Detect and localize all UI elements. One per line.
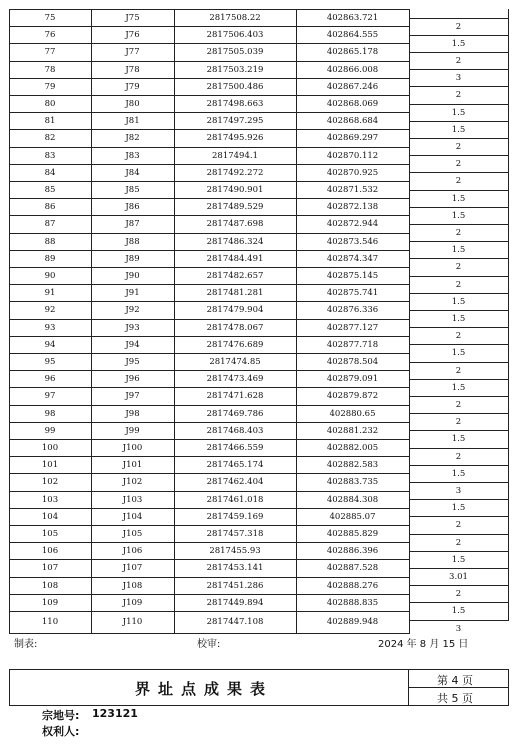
seq-cell: 103 xyxy=(41,494,59,505)
coord-x-cell: 2817495.926 xyxy=(206,133,264,144)
seq-cell: 97 xyxy=(44,391,56,402)
distance-cell: 3.01 xyxy=(449,572,468,582)
coord-y-cell: 402864.555 xyxy=(326,30,379,41)
coord-x-cell: 2817505.039 xyxy=(206,47,264,58)
distance-cell: 2 xyxy=(455,331,462,342)
seq-cell: 94 xyxy=(44,339,56,350)
page-number: 第 4 页 xyxy=(437,674,473,687)
coord-y-cell: 402872.138 xyxy=(326,202,379,213)
coord-y-cell: 402875.145 xyxy=(326,271,379,281)
coord-y-cell: 402868.069 xyxy=(326,99,379,109)
distance-cell: 3 xyxy=(455,623,462,634)
coord-x-cell: 2817486.324 xyxy=(206,236,264,247)
distance-cell: 2 xyxy=(455,56,462,66)
coord-x-cell: 2817457.318 xyxy=(206,529,264,539)
point-id-cell: J106 xyxy=(122,546,143,557)
coord-x-cell: 2817508.22 xyxy=(209,13,261,23)
seq-cell: 88 xyxy=(44,236,56,247)
parcel-label: 宗地号: xyxy=(42,709,80,722)
coord-x-cell: 2817469.786 xyxy=(206,408,264,419)
coord-y-cell: 402883.735 xyxy=(326,477,379,488)
seq-cell: 108 xyxy=(41,580,59,591)
coord-x-cell: 2817492.272 xyxy=(206,167,264,178)
distance-cell: 1.5 xyxy=(451,245,466,256)
distance-cell: 2 xyxy=(455,537,462,548)
coord-y-cell: 402870.925 xyxy=(326,167,379,178)
seq-cell: 105 xyxy=(41,529,59,539)
coord-y-cell: 402885.07 xyxy=(329,511,376,522)
point-id-cell: J94 xyxy=(125,339,140,350)
seq-cell: 79 xyxy=(44,81,56,92)
seq-cell: 85 xyxy=(44,185,56,195)
point-id-cell: J109 xyxy=(122,597,143,608)
seq-cell: 78 xyxy=(44,64,56,75)
coord-y-cell: 402871.532 xyxy=(326,185,379,195)
checked-by-label: 校审: xyxy=(197,639,221,650)
coord-x-cell: 2817487.698 xyxy=(206,219,264,230)
coord-x-cell: 2817478.067 xyxy=(206,322,264,333)
point-id-cell: J91 xyxy=(125,288,140,299)
point-id-cell: J101 xyxy=(122,460,143,471)
coord-x-cell: 2817476.689 xyxy=(206,339,264,350)
distance-cell: 1.5 xyxy=(451,382,466,393)
seq-cell: 77 xyxy=(44,47,56,58)
distance-cell: 1.5 xyxy=(451,38,466,49)
coord-y-cell: 402889.948 xyxy=(326,617,379,627)
coord-y-cell: 402879.872 xyxy=(326,391,379,402)
point-id-cell: J86 xyxy=(125,202,140,213)
point-id-cell: J104 xyxy=(122,511,143,522)
seq-cell: 100 xyxy=(41,443,59,453)
point-id-cell: J97 xyxy=(125,391,140,402)
distance-cell: 1.5 xyxy=(451,314,466,324)
coord-y-cell: 402874.347 xyxy=(326,253,379,264)
coord-x-cell: 2817490.901 xyxy=(206,185,264,195)
distance-cell: 1.5 xyxy=(451,193,466,204)
distance-cell: 2 xyxy=(455,365,462,376)
coord-y-cell: 402879.091 xyxy=(326,374,379,385)
point-id-cell: J87 xyxy=(125,219,140,230)
point-id-cell: J76 xyxy=(125,30,140,41)
coord-x-cell: 2817466.559 xyxy=(206,443,264,453)
point-id-cell: J89 xyxy=(125,253,140,264)
coord-x-cell: 2817459.169 xyxy=(206,511,264,522)
distance-cell: 1.5 xyxy=(451,434,466,445)
distance-cell: 1.5 xyxy=(451,210,466,221)
coord-y-cell: 402870.112 xyxy=(326,150,379,161)
point-id-cell: J75 xyxy=(125,13,140,23)
distance-cell: 2 xyxy=(455,90,462,101)
seq-cell: 87 xyxy=(44,219,56,230)
seq-cell: 109 xyxy=(41,597,59,608)
coord-x-cell: 2817468.403 xyxy=(206,425,264,436)
coord-x-cell: 2817506.403 xyxy=(206,30,264,41)
coord-y-cell: 402880.65 xyxy=(329,408,376,419)
coord-y-cell: 402882.005 xyxy=(326,443,379,453)
point-id-cell: J105 xyxy=(122,529,143,539)
seq-cell: 101 xyxy=(41,460,59,471)
coord-y-cell: 402873.546 xyxy=(326,236,379,247)
distance-cell: 2 xyxy=(455,142,462,152)
distance-cell: 2 xyxy=(455,21,462,32)
distance-cell: 3 xyxy=(455,486,462,496)
coord-y-cell: 402869.297 xyxy=(326,133,379,144)
coord-y-cell: 402867.246 xyxy=(326,81,379,92)
coord-y-cell: 402863.721 xyxy=(326,13,379,23)
seq-cell: 86 xyxy=(44,202,56,213)
seq-cell: 104 xyxy=(41,511,59,522)
point-id-cell: J83 xyxy=(125,150,140,161)
point-id-cell: J90 xyxy=(125,271,140,281)
coord-y-cell: 402884.308 xyxy=(326,494,379,505)
point-id-cell: J99 xyxy=(125,425,140,436)
table-title: 界址点成果表 xyxy=(135,680,274,698)
coord-y-cell: 402885.829 xyxy=(326,529,379,539)
seq-cell: 89 xyxy=(44,253,56,264)
seq-cell: 106 xyxy=(41,546,59,557)
made-by-label: 制表: xyxy=(14,639,38,650)
coord-y-cell: 402877.718 xyxy=(326,339,379,350)
point-id-cell: J102 xyxy=(122,477,143,488)
seq-cell: 102 xyxy=(41,477,59,488)
seq-cell: 90 xyxy=(44,271,56,281)
coord-x-cell: 2817482.657 xyxy=(206,271,264,281)
distance-cell: 2 xyxy=(455,176,462,187)
distance-cell: 1.5 xyxy=(451,107,466,118)
point-id-cell: J110 xyxy=(122,617,143,627)
coord-y-cell: 402872.944 xyxy=(326,219,379,230)
owner-label: 权利人: xyxy=(42,725,80,738)
coord-x-cell: 2817473.469 xyxy=(206,374,264,385)
seq-cell: 98 xyxy=(44,408,56,419)
seq-cell: 81 xyxy=(44,116,56,127)
seq-cell: 91 xyxy=(44,288,56,299)
point-id-cell: J79 xyxy=(125,81,140,92)
coord-y-cell: 402888.835 xyxy=(326,597,379,608)
coord-y-cell: 402876.336 xyxy=(326,305,379,316)
seq-cell: 99 xyxy=(44,425,56,436)
distance-cell: 2 xyxy=(455,589,462,600)
seq-cell: 93 xyxy=(44,322,56,333)
parcel-number: 123121 xyxy=(92,707,138,720)
seq-cell: 83 xyxy=(44,150,56,161)
coord-x-cell: 2817471.628 xyxy=(206,391,264,402)
coord-y-cell: 402886.396 xyxy=(326,546,379,557)
point-id-cell: J80 xyxy=(125,99,140,109)
coord-x-cell: 2817489.529 xyxy=(206,202,264,213)
coord-x-cell: 2817461.018 xyxy=(206,494,264,505)
distance-cell: 1.5 xyxy=(451,606,466,617)
seq-cell: 82 xyxy=(44,133,56,144)
point-id-cell: J92 xyxy=(125,305,140,316)
distance-cell: 2 xyxy=(455,279,462,290)
coord-y-cell: 402877.127 xyxy=(326,322,379,333)
coord-x-cell: 2817462.404 xyxy=(206,477,264,488)
point-id-cell: J82 xyxy=(125,133,140,144)
point-id-cell: J107 xyxy=(122,563,143,574)
distance-cell: 3 xyxy=(455,73,462,84)
coord-y-cell: 402878.504 xyxy=(326,357,379,367)
coord-y-cell: 402882.583 xyxy=(326,460,379,471)
coord-x-cell: 2817453.141 xyxy=(206,563,264,574)
coord-x-cell: 2817503.219 xyxy=(206,64,264,75)
point-id-cell: J95 xyxy=(125,357,140,367)
coord-x-cell: 2817474.85 xyxy=(209,357,261,367)
seq-cell: 96 xyxy=(44,374,56,385)
point-id-cell: J108 xyxy=(122,580,143,591)
coord-y-cell: 402865.178 xyxy=(326,47,379,58)
coord-x-cell: 2817451.286 xyxy=(206,580,264,591)
distance-cell: 2 xyxy=(455,417,462,428)
page-total: 共 5 页 xyxy=(437,692,473,705)
point-id-cell: J84 xyxy=(125,167,140,178)
distance-cell: 1.5 xyxy=(451,503,466,514)
point-id-cell: J78 xyxy=(125,64,140,75)
distance-cell: 1.5 xyxy=(451,124,466,135)
distance-cell: 1.5 xyxy=(451,296,466,307)
coord-x-cell: 2817494.1 xyxy=(212,150,258,161)
distance-cell: 1.5 xyxy=(451,348,466,359)
point-id-cell: J77 xyxy=(125,47,140,58)
coord-x-cell: 2817465.174 xyxy=(206,460,264,471)
distance-cell: 2 xyxy=(455,451,462,462)
coord-x-cell: 2817449.894 xyxy=(206,597,264,608)
coord-y-cell: 402888.276 xyxy=(326,580,379,591)
point-id-cell: J98 xyxy=(125,408,140,419)
distance-cell: 2 xyxy=(455,262,462,273)
coord-x-cell: 2817484.491 xyxy=(206,253,264,264)
date-text: 2024 年 8 月 15 日 xyxy=(378,639,469,650)
coord-x-cell: 2817481.281 xyxy=(206,288,264,299)
point-id-cell: J103 xyxy=(122,494,143,505)
distance-cell: 2 xyxy=(455,228,462,238)
coord-y-cell: 402887.528 xyxy=(326,563,379,574)
seq-cell: 92 xyxy=(44,305,56,316)
point-id-cell: J93 xyxy=(125,322,140,333)
coord-y-cell: 402866.008 xyxy=(326,64,379,75)
distance-cell: 2 xyxy=(455,159,462,170)
distance-cell: 2 xyxy=(455,520,462,531)
coord-x-cell: 2817498.663 xyxy=(206,99,264,109)
seq-cell: 84 xyxy=(44,167,56,178)
seq-cell: 80 xyxy=(44,99,56,109)
point-id-cell: J81 xyxy=(125,116,140,127)
distance-cell: 1.5 xyxy=(451,554,466,565)
point-id-cell: J96 xyxy=(125,374,140,385)
seq-cell: 110 xyxy=(41,617,59,627)
point-id-cell: J88 xyxy=(125,236,140,247)
point-id-cell: J85 xyxy=(125,185,140,195)
seq-cell: 75 xyxy=(44,13,56,23)
coord-x-cell: 2817447.108 xyxy=(206,617,264,627)
point-id-cell: J100 xyxy=(122,443,143,453)
seq-cell: 95 xyxy=(44,357,56,367)
seq-cell: 76 xyxy=(44,30,56,41)
coord-x-cell: 2817497.295 xyxy=(206,116,264,127)
coord-x-cell: 2817455.93 xyxy=(209,546,261,557)
seq-cell: 107 xyxy=(41,563,59,574)
distance-cell: 1.5 xyxy=(451,468,466,479)
coord-y-cell: 402868.684 xyxy=(326,116,379,127)
coord-x-cell: 2817479.904 xyxy=(206,305,264,316)
coord-y-cell: 402881.232 xyxy=(326,425,379,436)
coord-x-cell: 2817500.486 xyxy=(206,81,264,92)
distance-cell: 2 xyxy=(455,400,462,410)
coord-y-cell: 402875.741 xyxy=(326,288,379,299)
